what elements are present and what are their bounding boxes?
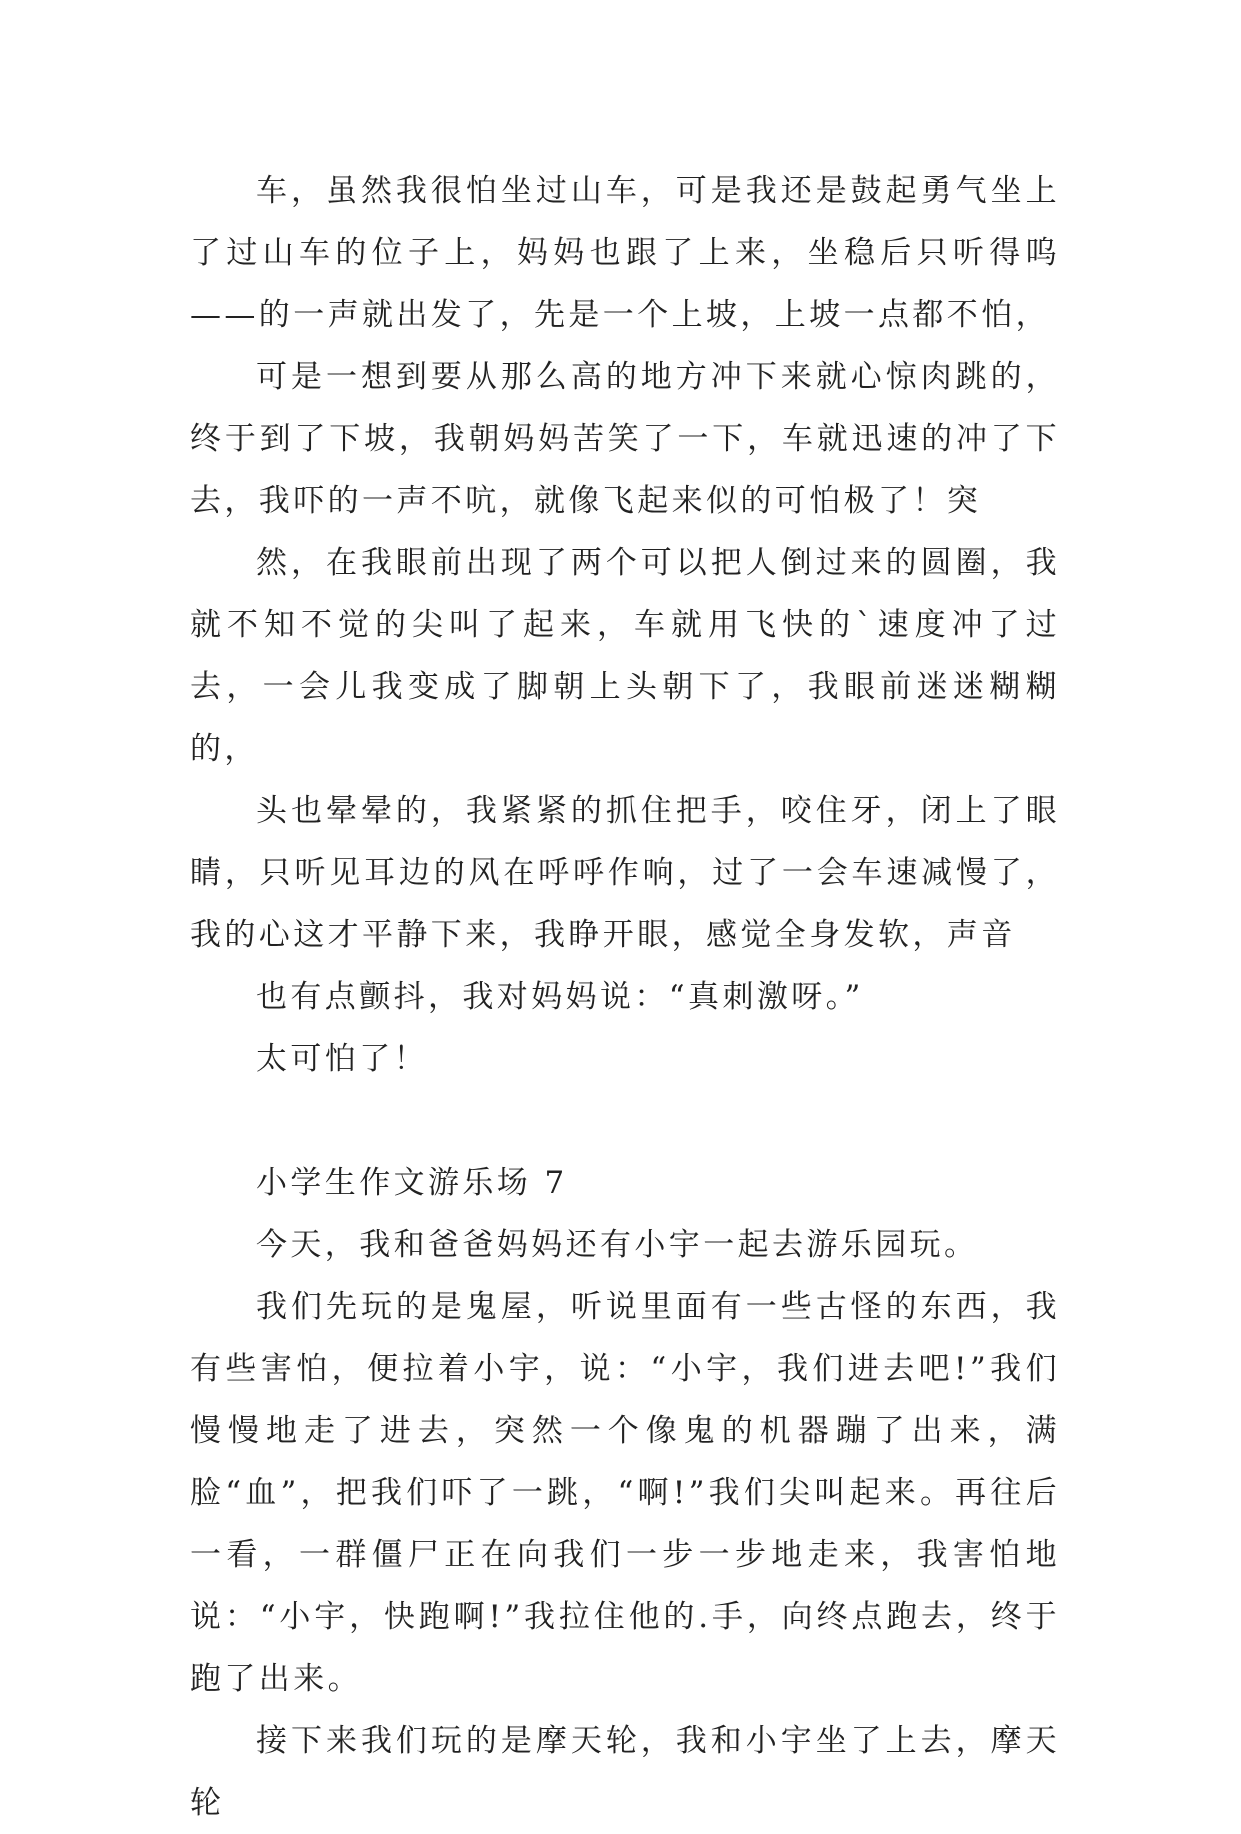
paragraph-intro: 今天，我和爸爸妈妈还有小宇一起去游乐园玩。	[256, 1227, 979, 1263]
paragraph-exclamation: 太可怕了！	[256, 1041, 428, 1077]
paragraph-haunted-house: 我们先玩的是鬼屋，听说里面有一些古怪的东西，我有些害怕，便拉着小宇，说：“小宇，我们进去吧!”我们慢慢地走了进去，突然一个像鬼的机器蹦了出来，满脸“血”，把我们吓了一跳，“啊!”我们尖叫起来。再往后一看，一群僵尸正在向我们一步一步地走来，我害怕地说：“小宇，快跑啊!”我拉住他的.手，向终点跑去，终于跑了出来。	[190, 1289, 1060, 1697]
section-spacer	[190, 1090, 1060, 1152]
paragraph-roller-coaster-descent: 可是一想到要从那么高的地方冲下来就心惊肉跳的，终于到了下坡，我朝妈妈苦笑了一下，车就迅速的冲了下去，我吓的一声不吭，就像飞起来似的可怕极了！突	[190, 359, 1060, 519]
paragraph-roller-coaster-loops: 然，在我眼前出现了两个可以把人倒过来的圆圈，我就不知不觉的尖叫了起来，车就用飞快的`速度冲了过去，一会儿我变成了脚朝上头朝下了，我眼前迷迷糊糊的，	[190, 545, 1060, 767]
essay-title: 小学生作文游乐场 7	[256, 1165, 568, 1201]
paragraph-ferris-wheel: 接下来我们玩的是摩天轮，我和小宇坐了上去，摩天轮	[190, 1723, 1060, 1821]
paragraph-roller-coaster-end: 头也晕晕的，我紧紧的抓住把手，咬住牙，闭上了眼睛，只听见耳边的风在呼呼作响，过了一会车速减慢了，我的心这才平静下来，我睁开眼，感觉全身发软，声音	[190, 793, 1060, 953]
essay-text-block	[190, 160, 1060, 1834]
paragraph-quote: 也有点颤抖，我对妈妈说：“真刺激呀。”	[256, 979, 864, 1015]
paragraph-roller-coaster-start: 车，虽然我很怕坐过山车，可是我还是鼓起勇气坐上了过山车的位子上，妈妈也跟了上来，坐稳后只听得呜——的一声就出发了，先是一个上坡，上坡一点都不怕，	[190, 173, 1060, 333]
